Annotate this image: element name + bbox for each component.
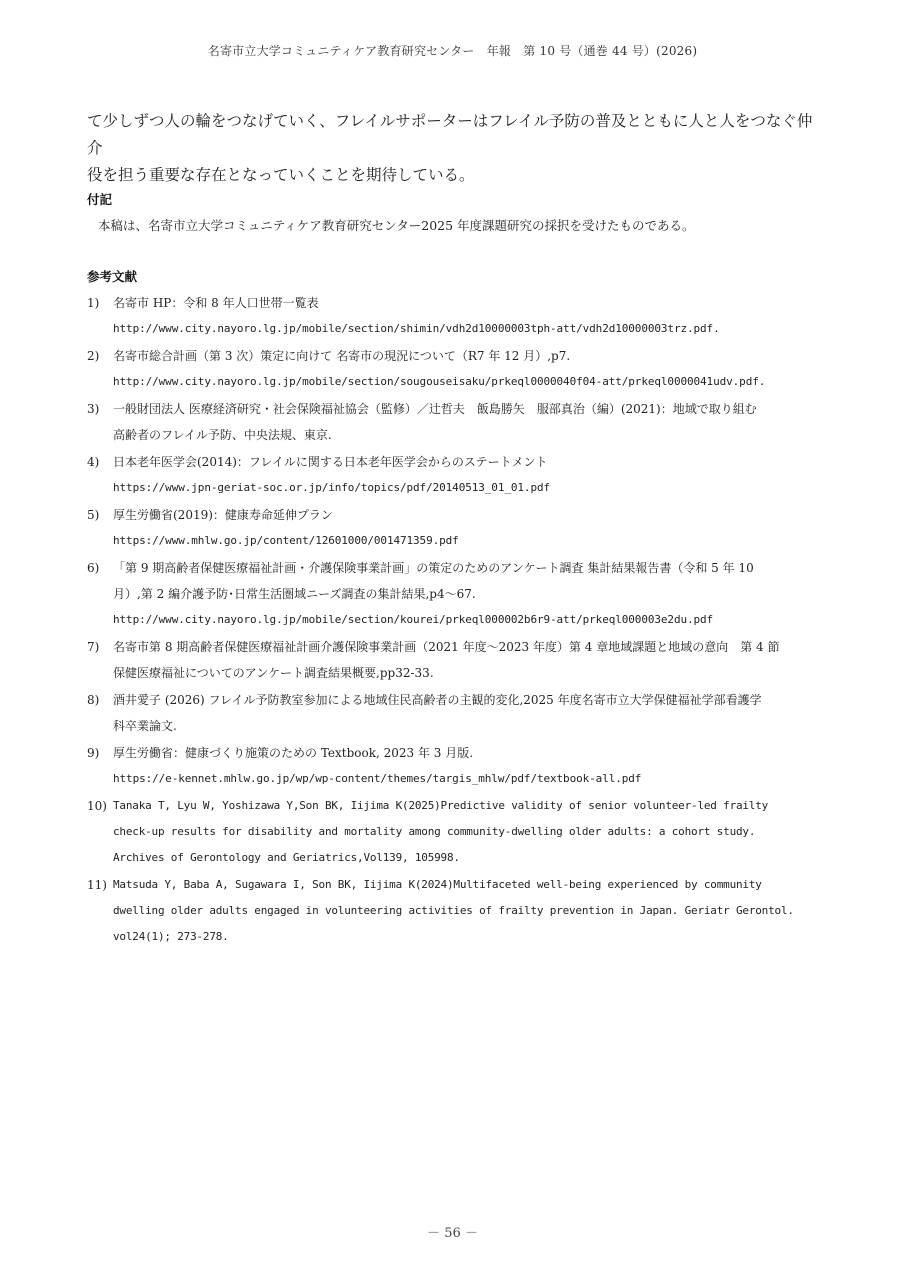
reference-text-line: 厚生労働省：健康づくり施策のための Textbook, 2023 年 3 月版.: [113, 746, 474, 760]
reference-item: [87, 555, 817, 633]
reference-number: 8): [87, 693, 100, 707]
reference-body: [113, 872, 817, 950]
reference-body: [113, 290, 817, 342]
reference-url[interactable]: https://e-kennet.mhlw.go.jp/wp/wp-content/themes/targis_mhlw/pdf/textbook-all.pdf: [113, 772, 642, 785]
reference-text-line: 日本老年医学会(2014)：フレイルに関する日本老年医学会からのステートメント: [113, 455, 548, 469]
reference-item: [87, 793, 817, 871]
reference-list: [87, 290, 817, 951]
reference-url[interactable]: https://www.jpn-geriat-soc.or.jp/info/topics/pdf/20140513_01_01.pdf: [113, 481, 551, 494]
reference-text-line: dwelling older adults engaged in volunteering activities of frailty prevention in Japan. Geriatr Gerontol.: [113, 904, 794, 917]
reference-item: [87, 687, 817, 739]
reference-body: [113, 634, 817, 686]
reference-body: [113, 793, 817, 871]
reference-text-line: 高齢者のフレイル予防、中央法規、東京.: [113, 428, 332, 442]
reference-body: [113, 687, 817, 739]
reference-text-line: Matsuda Y, Baba A, Sugawara I, Son BK, Iijima K(2024)Multifaceted well-being experienced by community: [113, 878, 762, 891]
reference-item: [87, 449, 817, 501]
reference-item: [87, 502, 817, 554]
reference-text-line: vol24(1); 273-278.: [113, 930, 229, 943]
lead-paragraph: [87, 108, 827, 189]
reference-body: [113, 449, 817, 501]
references-heading: 参考文献: [87, 269, 138, 284]
reference-item: [87, 740, 817, 792]
reference-body: [113, 555, 817, 633]
reference-body: [113, 343, 817, 395]
running-header: 名寄市立大学コミュニティケア教育研究センター 年報 第 10 号（通巻 44 号）(2026): [207, 44, 698, 58]
lead-line: て少しずつ人の輪をつなげていく、フレイルサポーターはフレイル予防の普及とともに人と人をつなぐ仲介: [87, 112, 813, 157]
reference-number: 1): [87, 296, 100, 310]
reference-body: [113, 740, 817, 792]
reference-url[interactable]: http://www.city.nayoro.lg.jp/mobile/section/sougouseisaku/prkeql0000040f04-att/prkeql0000041udv.pdf.: [113, 375, 766, 388]
reference-item: [87, 396, 817, 448]
lead-line: 役を担う重要な存在となっていくことを期待している。: [87, 166, 475, 184]
reference-text-line: Archives of Gerontology and Geriatrics,Vol139, 105998.: [113, 851, 460, 864]
reference-text-line: 「第 9 期高齢者保健医療福祉計画・介護保険事業計画」の策定のためのアンケート調査 集計結果報告書（令和 5 年 10: [113, 561, 754, 575]
reference-number: 11): [87, 878, 107, 892]
page-number: － 56 －: [427, 1226, 478, 1241]
reference-item: [87, 343, 817, 395]
reference-text-line: 科卒業論文.: [113, 719, 177, 733]
reference-item: [87, 872, 817, 950]
reference-body: [113, 502, 817, 554]
reference-number: 9): [87, 746, 100, 760]
reference-url[interactable]: http://www.city.nayoro.lg.jp/mobile/section/kourei/prkeql000002b6r9-att/prkeql000003e2du.pdf: [113, 613, 714, 626]
reference-item: [87, 290, 817, 342]
reference-body: [113, 396, 817, 448]
reference-number: 2): [87, 349, 100, 363]
reference-number: 6): [87, 561, 100, 575]
reference-text-line: 一般財団法人 医療経済研究・社会保険福祉協会（監修）／辻哲夫 飯島勝矢 服部真治（編）(2021)：地域で取り組む: [113, 402, 757, 416]
reference-number: 7): [87, 640, 100, 654]
note-heading: 付記: [87, 192, 113, 207]
reference-text-line: 酒井愛子 (2026) フレイル予防教室参加による地域住民高齢者の主観的変化,2025 年度名寄市立大学保健福祉学部看護学: [113, 693, 762, 707]
note-body: 本稿は、名寄市立大学コミュニティケア教育研究センター2025 年度課題研究の採択を受けたものである。: [98, 218, 695, 233]
reference-text-line: 名寄市総合計画（第 3 次）策定に向けて 名寄市の現況について（R7 年 12 月）,p7.: [113, 349, 571, 363]
reference-url[interactable]: http://www.city.nayoro.lg.jp/mobile/section/shimin/vdh2d10000003tph-att/vdh2d10000003trz.pdf.: [113, 322, 720, 335]
reference-text-line: check-up results for disability and mortality among community-dwelling older adults: a cohort study.: [113, 825, 756, 838]
reference-number: 3): [87, 402, 100, 416]
reference-number: 4): [87, 455, 100, 469]
reference-text-line: 厚生労働省(2019)：健康寿命延伸プラン: [113, 508, 333, 522]
reference-number: 10): [87, 799, 107, 813]
reference-text-line: 月）,第 2 編介護予防･日常生活圏域ニーズ調査の集計結果,p4～67.: [113, 587, 476, 601]
reference-url[interactable]: https://www.mhlw.go.jp/content/12601000/001471359.pdf: [113, 534, 459, 547]
reference-text-line: 名寄市第 8 期高齢者保健医療福祉計画介護保険事業計画（2021 年度～2023 年度）第 4 章地域課題と地域の意向 第 4 節: [113, 640, 780, 654]
reference-text-line: 名寄市 HP：令和 8 年人口世帯一覧表: [113, 296, 319, 310]
reference-number: 5): [87, 508, 100, 522]
reference-item: [87, 634, 817, 686]
reference-text-line: 保健医療福祉についてのアンケート調査結果概要,pp32-33.: [113, 666, 434, 680]
reference-text-line: Tanaka T, Lyu W, Yoshizawa Y,Son BK, Iijima K(2025)Predictive validity of senior volunteer-led frailty: [113, 799, 769, 812]
